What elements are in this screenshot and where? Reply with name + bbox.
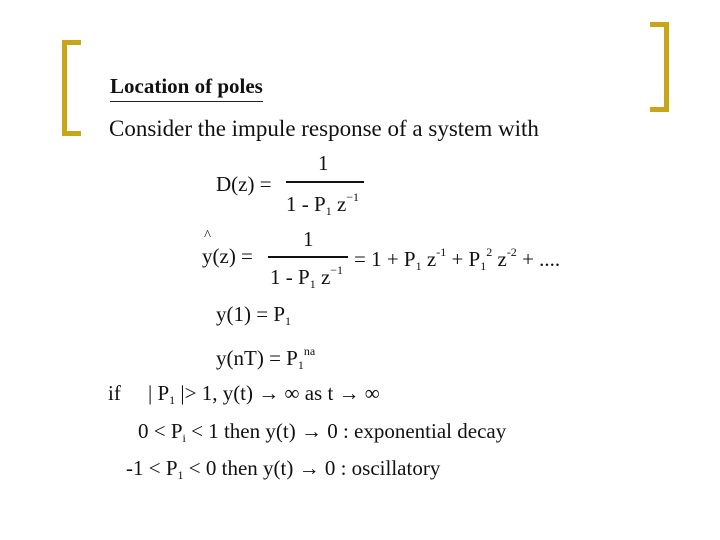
case-unstable: | $P_1$ |> 1, y(t) → ∞ as t → ∞	[148, 381, 380, 407]
eq2-fraction-bar	[268, 256, 348, 258]
case-oscillatory: $-1 < P_1 < 0$ then y(t) → 0 : oscillatory	[126, 456, 441, 482]
eq2-lhs: y(z) =	[202, 244, 253, 268]
equation-ynt: $y(nT) = P_1^{na}$	[216, 344, 316, 372]
eq2-numerator: 1	[303, 227, 314, 251]
right-bracket-decoration	[650, 22, 669, 112]
left-bracket-decoration	[62, 40, 81, 136]
if-label: if	[108, 381, 121, 405]
case-exponential-decay: $0 < P_i < 1$ then y(t) → 0 : exponential decay	[138, 419, 507, 445]
eq1-numerator: 1	[318, 151, 329, 175]
slide-title: Location of poles	[110, 76, 263, 102]
equation-y1: $y(1) = P_1$	[216, 302, 292, 328]
hat-accent: ^	[204, 228, 212, 244]
eq1-lhs: D(z) =	[216, 172, 272, 196]
eq2-denominator: $1 - P_1$ $z^{-1}$	[270, 263, 344, 291]
intro-text: Consider the impule response of a system with	[109, 116, 539, 141]
eq1-denominator: $1 - P_1$ $z^{-1}$	[286, 190, 360, 218]
eq1-fraction-bar	[286, 181, 364, 183]
eq2-series-expansion: = $1 + P_1$ $z^{-1} + P_1^2$ $z^{-2}$ + ....	[354, 245, 561, 273]
